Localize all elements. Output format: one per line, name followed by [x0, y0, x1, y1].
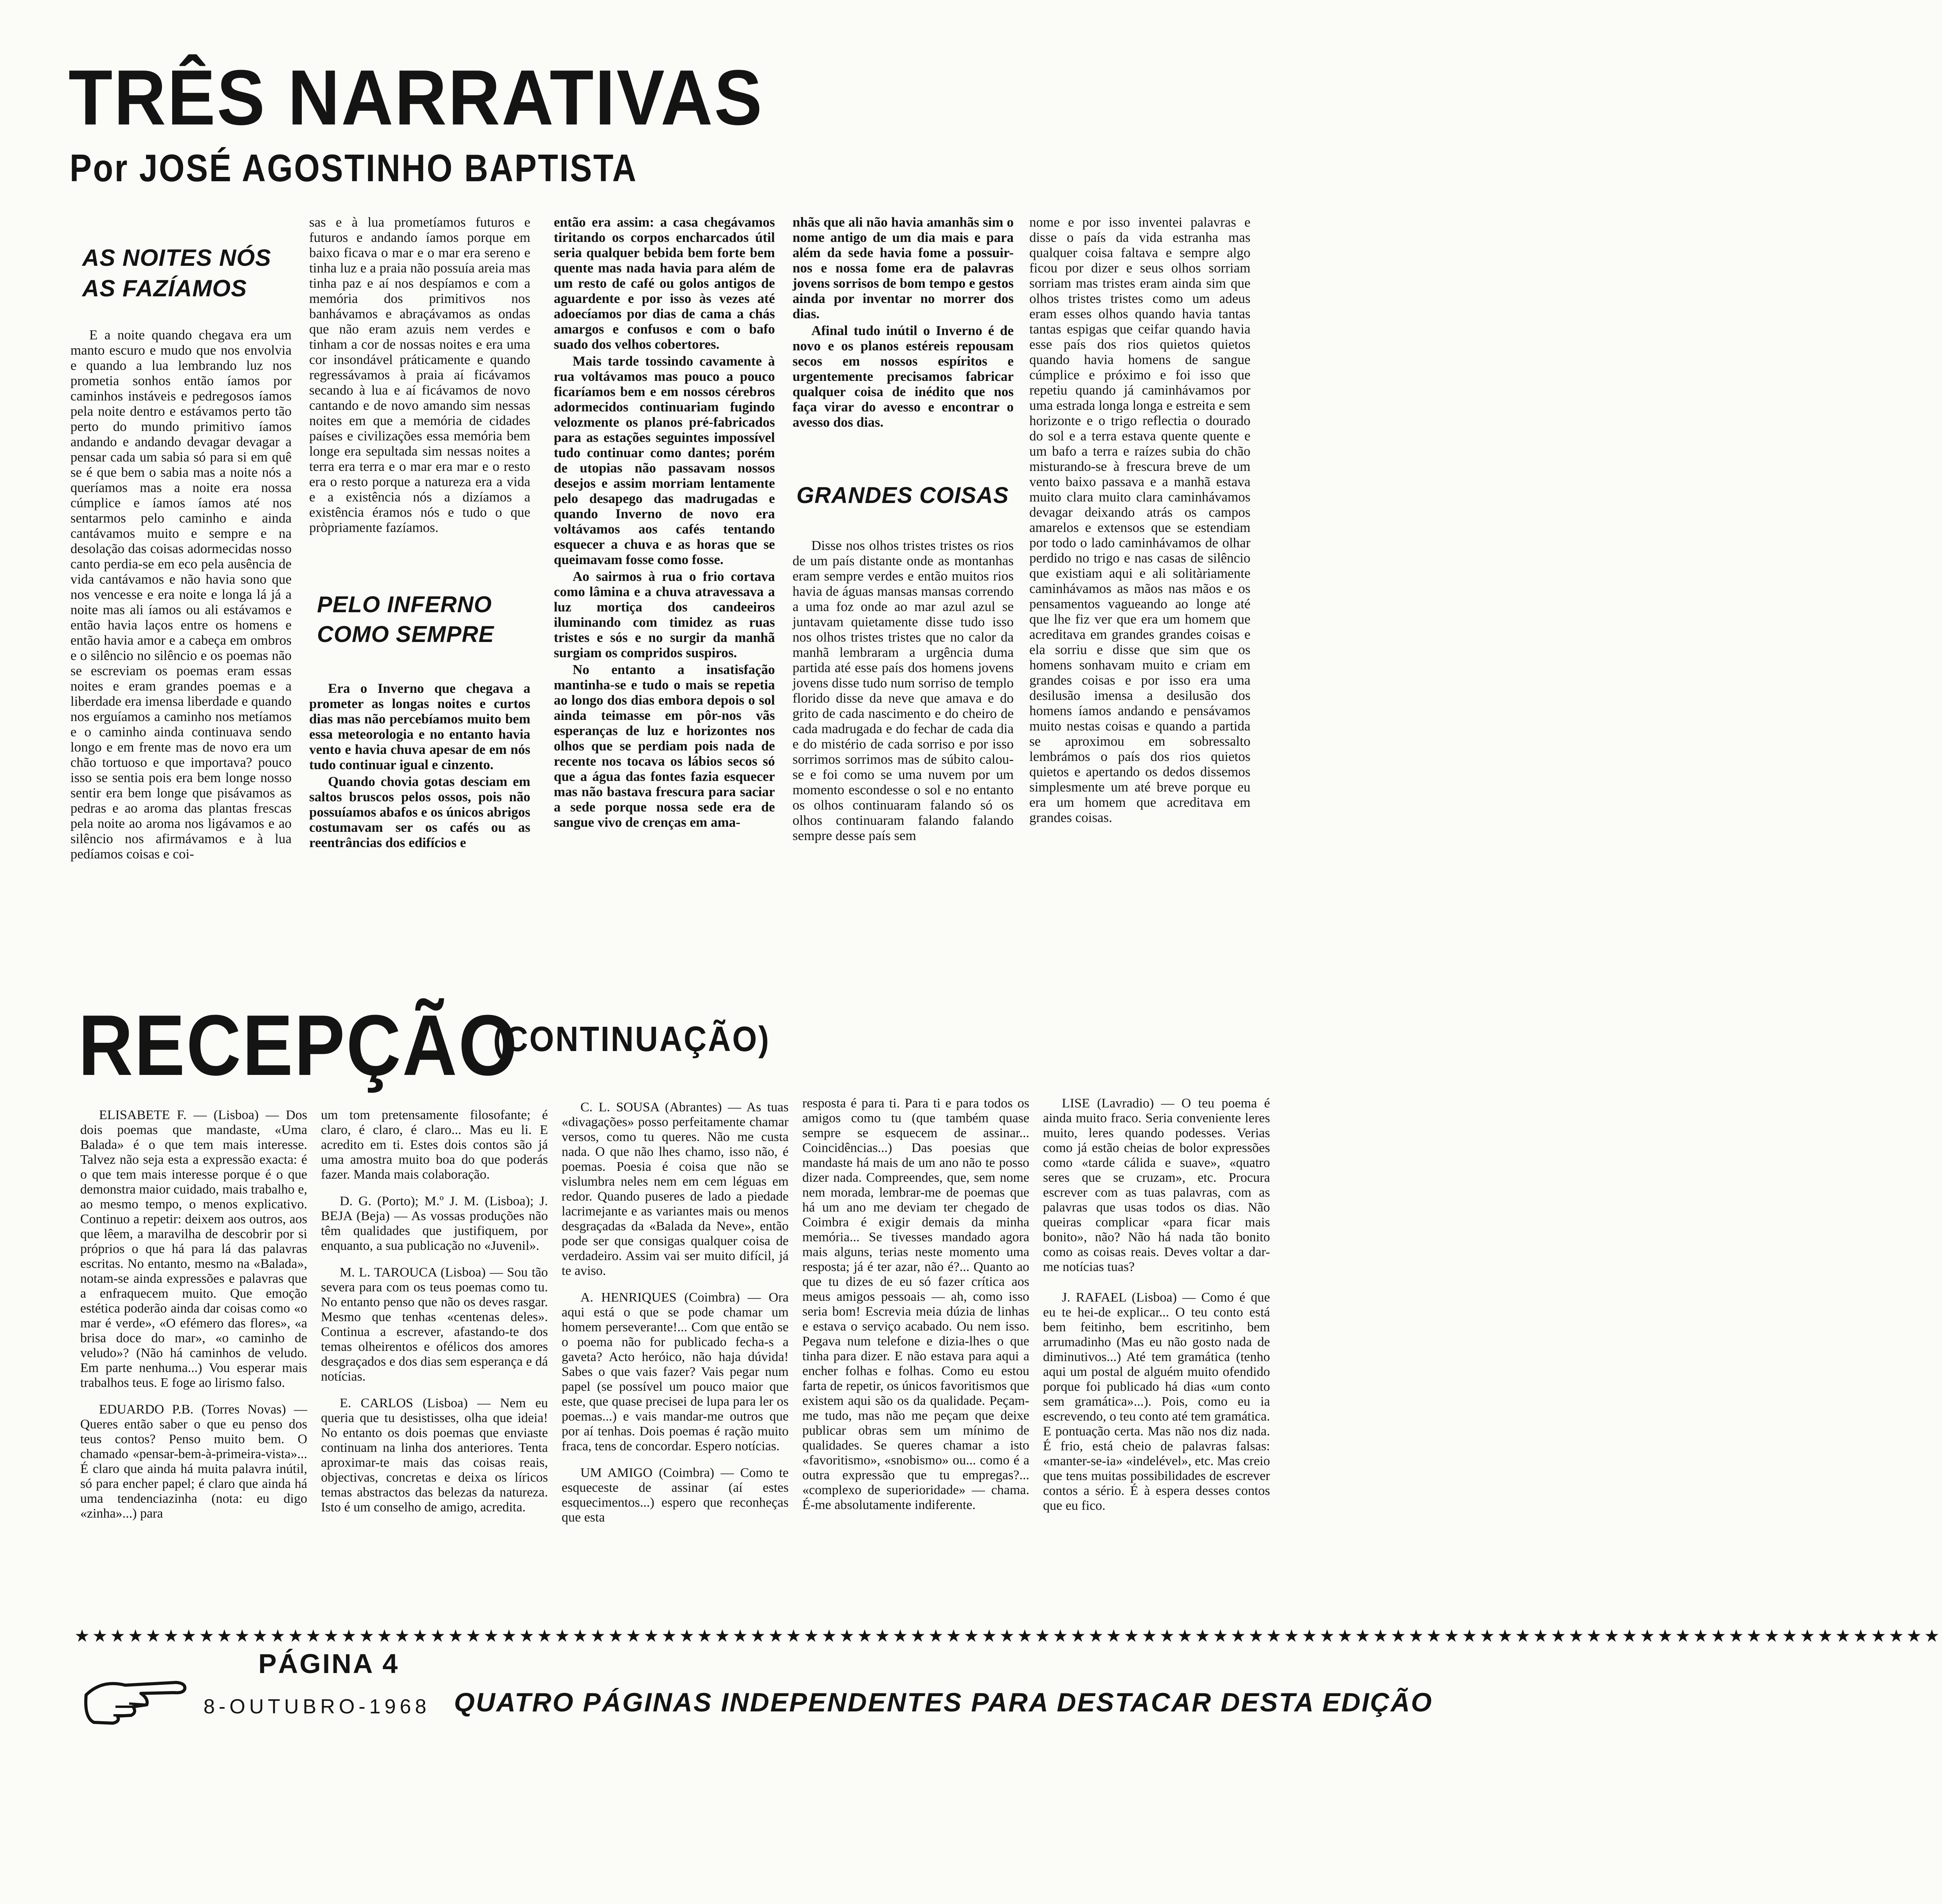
paragraph: sas e à lua prometíamos futuros e futuros e andando íamos porque em baixo ficava o mar e o mar era sereno e tinha luz e a praia não possuía areia mas tinha paz e aí nos despíamos e com a memória dos primitivos nos banhávamos e abraçávamos as ondas que não eram azuis nem verdes e tinham a cor de nossas noites e era uma cor insondável práticamente e quando regressávamos à praia aí ficávamos secando à lua e aí ficávamos de novo cantando e de novo amando sim nessas noites em que a memória de cidades países e civilizações essa memória bem longe era sepultada sim nessas noites a terra era terra e o mar era mar e o resto era o resto porque a natureza era a vida e a existência nós a dizíamos a existência éramos nós e tudo o que pròpriamente fazíamos.: [309, 215, 530, 535]
reception-column-2: [321, 1108, 548, 1621]
paragraph: Era o Inverno que chegava a prometer as longas noites e curtos dias mas não percebíamos muito bem essa meteorologia e no entanto havia vento e havia chuva apesar de em nós tudo continuar igual e cinzento.: [309, 681, 530, 772]
star-divider: ★★★★★★★★★★★★★★★★★★★★★★★★★★★★★★★★★★★★★★★★★★★★★★★★★★★★★★★★★★★★★★★★★★★★★★★★★★★★★★★★★★★★★★★★★★★★★★★★★★★★★★★★★: [74, 1626, 1942, 1646]
letter-reply: LISE (Lavradio) — O teu poema é ainda muito fraco. Seria conveniente leres muito, leres quando podesses. Verias como já estão cheias de bolor expressões como «tarde cálida e suave», «quatro seres que se cruzam», etc. Procura escrever com as tuas palavras, com as palavras que usas todos os dias. Não queiras complicar «para ficar mais bonito», não? Não há nada tão bonito como as coisas reais. Deves voltar a dar-me notícias tuas?: [1043, 1096, 1270, 1274]
reception-column-5: [1043, 1096, 1270, 1621]
column-2: [309, 215, 530, 947]
letter-reply: A. HENRIQUES (Coimbra) — Ora aqui está o que se pode chamar um homem perseverante!... Com que então se o poema não for publicado fecha-s a gaveta? Acto heróico, não haja dúvida! Sabes o que vais fazer? Vais pegar num papel (se possível um pouco maior que este, que quase precisei de lupa para ler os poemas...) e vais mandar-me outros que por aí tenhas. Dois poemas é ração muito fraca, tens de concordar. Espero notícias.: [562, 1290, 789, 1453]
heading-line: PELO INFERNO: [317, 592, 492, 617]
article-title: TRÊS NARRATIVAS: [68, 54, 764, 141]
reception-column-1: [80, 1108, 307, 1621]
paragraph: nome e por isso inventei palavras e disse o país da vida estranha mas qualquer coisa faltava e sempre algo ficou por dizer e seus olhos sorriam sorriam mas tristes eram ainda sim que olhos tristes tristes como um adeus eram esses olhos quando havia tantas tantas espigas que ceifar quando havia esse país dos rios quietos quietos quando havia homens de sangue cúmplice e próximo e foi isso que repetiu quando já caminhávamos por uma estrada longa longa e estreita e sem horizonte e o trigo reflectia o dourado do sol e a terra estava quente quente e um bafo a terra e raízes subia do chão misturando-se à frescura breve de um vento baixo passava e a manhã estava muito clara muito clara caminhávamos devagar deixando atrás os campos amarelos e extensos que se estendiam por todo o lado caminhávamos de olhar perdido no trigo e nas casas de silêncio que existiam aqui e ali solitàriamente caminhávamos as mãos nas mãos e os pensamentos vagueando ao longe até que lhe fiz ver que era um homem que acreditava em grandes grandes coisas e ela sorriu e disse que sim que os homens sonhavam muito e criam em grandes coisas e por isso era uma desilusão imensa a desilusão dos homens íamos andando e pensávamos muito nestas coisas e quando a partida se aproximou em sobressalto lembrámos o país dos rios quietos quietos e apertando os dedos dissemos simplesmente um até breve porque eu era um homem que acreditava em grandes coisas.: [1029, 215, 1250, 825]
letter-reply: resposta é para ti. Para ti e para todos os amigos como tu (que também quase sempre se esquecem de assinar... Coincidências...) Das poesias que mandaste há mais de um ano não te posso dizer nada. Compreendes, que, sem nome nem morada, lembrar-me de poemas que há um ano me deviam ter chegado de Coimbra é exigir demais da minha memória... Se tivesses mandado agora mais alguns, terias neste momento uma resposta; já é ter azar, não é?... Quanto ao que tu dizes de eu só fazer crítica aos meus amigos pessoais — ah, como isso seria bom! Escrevia meia dúzia de linhas e estava o serviço acabado. Ou nem isso. Pegava num telefone e dizia-lhes o que tinha para dizer. E não estava para aqui a encher folhas e folhas. Como eu estou farta de repetir, os únicos favoritismos que existem aqui são os da qualidade. Peçam-me tudo, mas não me peçam que deixe publicar obras sem um mínimo de qualidades. Se queres chamar a isto «favoritismo», «snobismo» ou... como é a outra expressão que tu empregas?... «complexo de superioridade» — chama. É-me absolutamente indiferente.: [802, 1096, 1029, 1512]
paragraph: Mais tarde tossindo cavamente à rua voltávamos mas pouco a pouco ficaríamos bem e em nossos cérebros adormecidos continuariam fugindo velozmente os planos pré-fabricados para as estações seguintes impossível tudo continuar como dantes; porém de utopias não passavam nossos desejos e assim morriam lentamente pelo desapego das madrugadas e quando Inverno de novo era voltávamos aos cafés tentando esquecer a chuva e as horas que se queimavam fosse como fosse.: [554, 353, 775, 567]
reception-column-4: [802, 1096, 1029, 1621]
section-title: RECEPÇÃO: [78, 997, 519, 1093]
column-5: [1029, 215, 1250, 947]
paragraph: Ao sairmos à rua o frio cortava como lâmina e a chuva atravessava a luz mortiça dos candeeiros iluminando com timidez as ruas tristes e sós e no surgir da manhã surgiam os compridos suspiros.: [554, 569, 775, 660]
article-byline: Por JOSÉ AGOSTINHO BAPTISTA: [70, 146, 638, 189]
issue-date: 8-OUTUBRO-1968: [204, 1695, 431, 1718]
heading-line: AS FAZÍAMOS: [82, 275, 247, 301]
paragraph: Disse nos olhos tristes tristes os rios de um país distante onde as montanhas eram sempre verdes e então muitos rios havia de águas mansas mansas correndo a uma foz onde ao mar azul azul se juntavam quietamente disse tudo isso nos olhos tristes tristes que no calor da manhã lembraram a urgência duma partida até esse país dos homens jovens jovens disse tudo num sorriso de templo florido disse da neve que amava e do grito de cada nascimento e do cheiro de cada madrugada e do fechar de cada dia e do mistério de cada sorriso e por isso sorrimos sorrimos mas de súbito calou-se e foi como se uma nuvem por um momento escondesse o sol e no entanto os olhos continuaram falando só os olhos continuaram falando falando sempre desse país sem: [793, 538, 1014, 843]
letter-reply: UM AMIGO (Coimbra) — Como te esqueceste de assinar (aí estes esquecimentos...) espero que reconheças que esta: [562, 1466, 789, 1525]
column-3: [554, 215, 775, 947]
column-1: [70, 231, 292, 947]
edition-tagline: QUATRO PÁGINAS INDEPENDENTES PARA DESTACAR DESTA EDIÇÃO: [454, 1688, 1433, 1717]
reception-column-3: [562, 1100, 789, 1621]
page-number: PÁGINA 4: [258, 1648, 400, 1679]
letter-reply: D. G. (Porto); M.º J. M. (Lisboa); J. BEJA (Beja) — As vossas produções não têm qualidades que justifiquem, por enquanto, a sua publicação no «Juvenil».: [321, 1194, 548, 1253]
paragraph: No entanto a insatisfação mantinha-se e tudo o mais se repetia ao longo dos dias embora depois o sol ainda teimasse em pôr-nos vãs esperanças de luz e horizontes nos olhos que se perdiam pois nada de recente nos tocava os lábios secos só que a água das fontes fazia esquecer mas não bastava frescura para saciar a sede porque nossa sede era de sangue vivo de crenças em ama-: [554, 662, 775, 830]
paragraph: nhãs que ali não havia amanhãs sim o nome antigo de um dia mais e para além da sede havia fome a possuir-nos e nossa fome era de palavras jovens sorrisos de bom tempo e gestos ainda por inventar no morrer dos dias.: [793, 215, 1014, 321]
letter-reply: M. L. TAROUCA (Lisboa) — Sou tão severa para com os teus poemas como tu. No entanto penso que não os deves rasgar. Mesmo que tenhas «centenas deles». Continua a escrever, afastando-te dos temas olheirentos e ofélicos dos amores desgraçados e dos dias sem esperança e dá notícias.: [321, 1265, 548, 1384]
letter-reply: um tom pretensamente filosofante; é claro, é claro, é claro... Mas eu li. E acredito em ti. Estes dois contos são já uma amostra muito boa do que poderás fazer. Manda mais colaboração.: [321, 1108, 548, 1182]
paragraph: Quando chovia gotas desciam em saltos bruscos pelos ossos, pois não possuíamos abafos e os únicos abrigos costumavam ser os cafés ou as reentrâncias dos edifícios e: [309, 774, 530, 850]
heading-line: COMO SEMPRE: [317, 622, 494, 647]
story-heading-noites: [82, 243, 292, 304]
heading-line: AS NOITES NÓS: [82, 245, 272, 271]
pointing-hand-icon: [78, 1668, 196, 1730]
letter-reply: J. RAFAEL (Lisboa) — Como é que eu te hei-de explicar... O teu conto está bem feitinho, bem escritinho, bem arrumadinho (Mas eu não gosto nada de diminutivos...) Até tem gramática (tenho aqui um postal de alguém muito ofendido porque foi publicado há dias «um conto sem gramática»...). Pois, como eu ia escrevendo, o teu conto até tem gramática. E pontuação certa. Mas não nos diz nada. É frio, está cheio de palavras falsas: «manter-se-ia» «indelével», etc. Mas creio que tens muitas possibilidades de escrever contos a sério. É à espera desses contos que eu fico.: [1043, 1290, 1270, 1513]
paragraph: E a noite quando chegava era um manto escuro e mudo que nos envolvia e quando a lua lembrando luz nos prometia sonhos então íamos por caminhos instáveis e pedregosos íamos pela noite dentro e estávamos perto tão perto do mundo primitivo íamos andando e andando devagar devagar a pensar cada um sabia só para si em quê se é que bem o sabia mas a noite nós a queríamos mas a noite era nossa cúmplice e íamos íamos até nos sentarmos pelo caminho e ainda cantávamos muito e sempre e na desolação das coisas adormecidas nosso canto perdia-se em eco pela ausência de vida cantávamos e não havia sono que nos vencesse e era noite e longa lá já a noite mas ali íamos ou ali estávamos e então havia laços entre os homens e então havia amor e a cabeça em ombros e o silêncio no silêncio e os poemas não se escreviam os poemas eram essas noites e eram grandes poemas e a liberdade era imensa liberdade e quando nos erguíamos a caminho nos metíamos e o caminho ainda continuava sendo longo e em frente mas de novo era um chão tortuoso e que importava? pouco isso se sentia pois era bem longe nosso sentir era bem longe que pisávamos as pedras e ao aroma das plantas frescas pela noite ao aroma nos ligávamos e ao silêncio nos afirmávamos e à lua pedíamos coisas e coi-: [70, 327, 292, 862]
story-heading-inferno: [317, 590, 530, 649]
letter-reply: E. CARLOS (Lisboa) — Nem eu queria que tu desistisses, olha que ideia! No entanto os dois poemas que enviaste continuam na linha dos anteriores. Tenta aproximar-te mais das coisas reais, objectivas, concretas e deixa os líricos temas abstractos das belezas da natureza. Isto é um conselho de amigo, acredita.: [321, 1396, 548, 1515]
letter-reply: C. L. SOUSA (Abrantes) — As tuas «divagações» posso perfeitamente chamar versos, como tu queres. Não me custa nada. O que não lhes chamo, isso não, é poemas. Poesia é coisa que não se vislumbra neles nem em cem léguas em redor. Quando puseres de lado a piedade lacrimejante e as variantes mais ou menos desgraçadas da «Balada da Neve», então pode ser que consigas qualquer coisa de verdadeiro. Assim vai ser muito difícil, já te aviso.: [562, 1100, 789, 1278]
paragraph: então era assim: a casa chegávamos tiritando os corpos encharcados útil seria qualquer bebida bem forte bem quente mas nada havia para além de um resto de café ou golos antigos de aguardente e por isso às vezes até adoecíamos por dias de cama a chás amargos e confusos e com o bafo suado dos velhos cobertores.: [554, 215, 775, 352]
paragraph: Afinal tudo inútil o Inverno é de novo e os planos estéreis repousam secos em nossos espíritos e urgentemente precisamos fabricar qualquer coisa de inédito que nos faça virar do avesso e encontrar o avesso dos dias.: [793, 323, 1014, 430]
section-subtitle: (CONTINUAÇÃO): [493, 1020, 771, 1059]
letter-reply: EDUARDO P.B. (Torres Novas) — Queres então saber o que eu penso dos teus contos? Penso muito bem. O chamado «pensar-bem-à-primeira-vista»... É claro que ainda há muita palavra inútil, só para encher papel; é claro que ainda há uma tendenciazinha (nota: eu digo «zinha»...) para: [80, 1402, 307, 1521]
story-heading-grandes-coisas: GRANDES COISAS: [796, 483, 1009, 508]
column-4: [793, 215, 1014, 947]
letter-reply: ELISABETE F. — (Lisboa) — Dos dois poemas que mandaste, «Uma Balada» é o que tem mais interesse. Talvez não seja esta a expressão exacta: é o que tem mais interesse porque é o que demonstra maior cuidado, mais trabalho e, ao mesmo tempo, o menos explicativo. Continuo a repetir: deixem aos outros, aos que lêem, a maravilha de descobrir por si próprios o que há para lá das palavras escritas. No entanto, mesmo na «Balada», notam-se ainda expressões e palavras que a enfraquecem muito. Que emoção estética poderão ainda dar coisas como «o mar é verde», «O efémero das flores», «a brisa doce do mar», «o caminho de veludo»? (Não há caminhos de veludo. Em parte nenhuma...) Vou esperar mais trabalhos teus. E foge ao lirismo falso.: [80, 1108, 307, 1390]
